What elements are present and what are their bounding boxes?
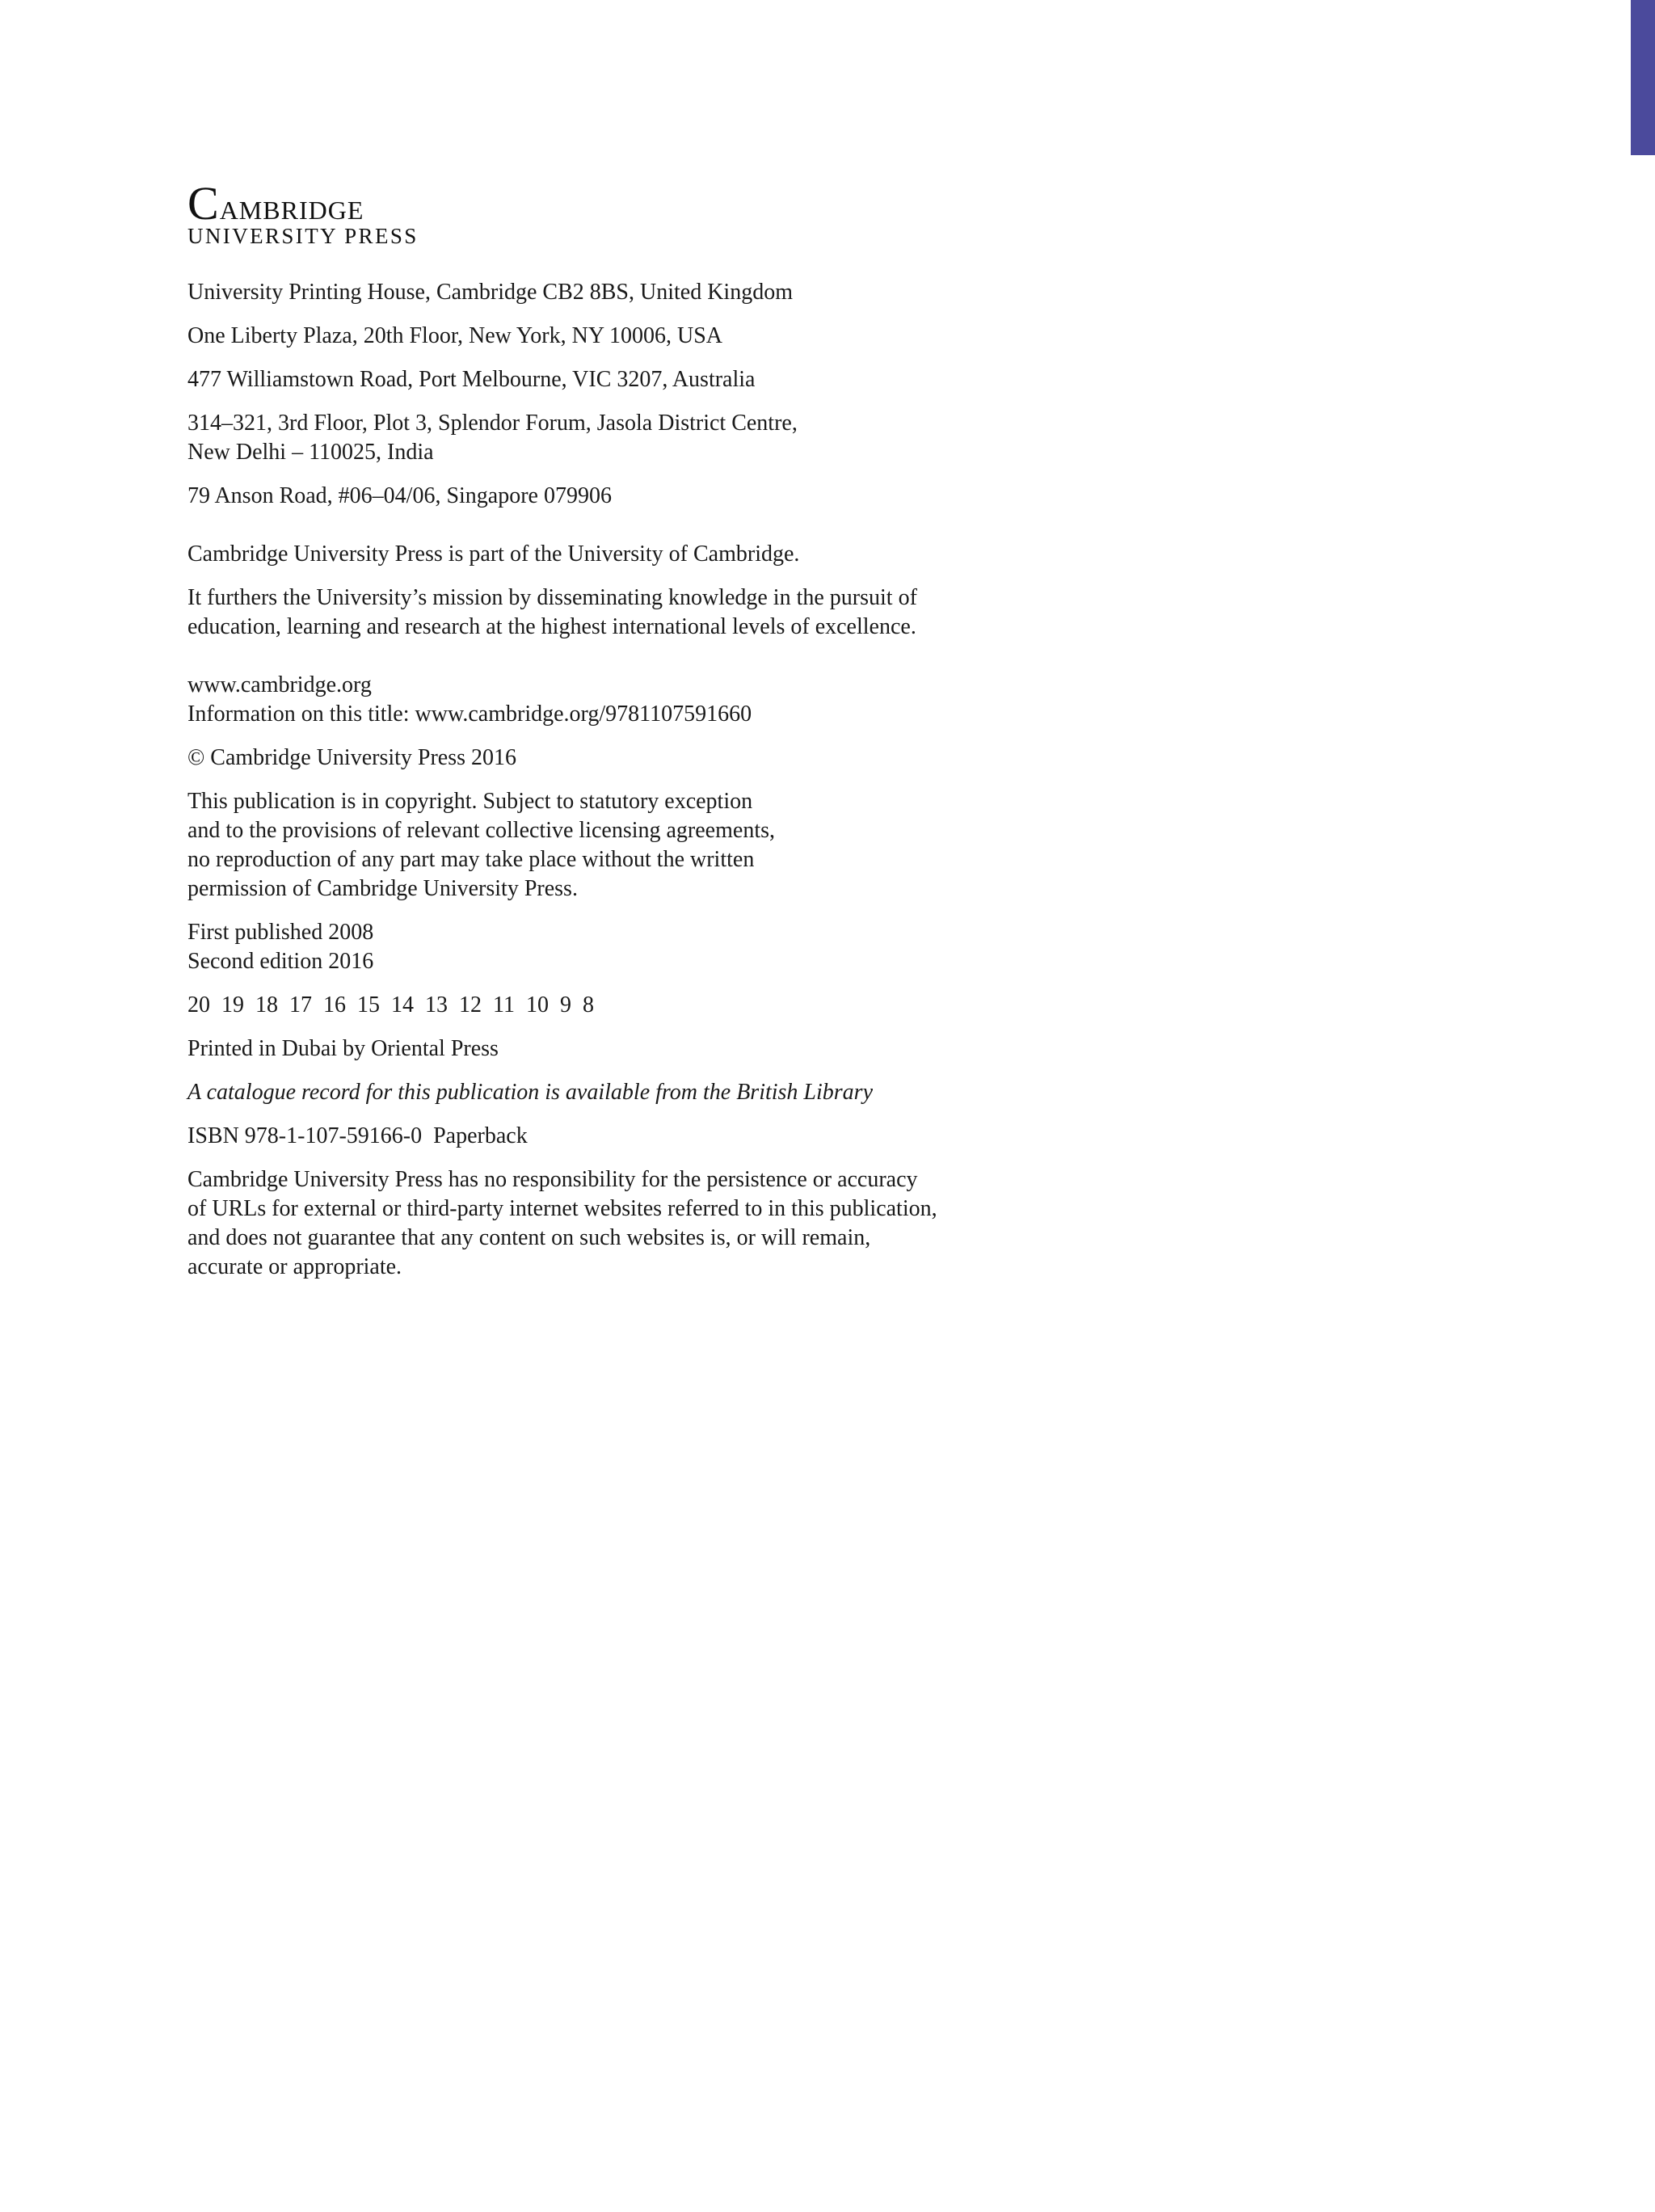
isbn-line: ISBN 978-1-107-59166-0 Paperback: [187, 1123, 528, 1148]
address-india-line1: 314–321, 3rd Floor, Plot 3, Splendor Forum, Jasola District Centre,: [187, 411, 798, 436]
print-run-number: 8: [582, 992, 594, 1018]
copyright-line: © Cambridge University Press 2016: [187, 745, 517, 770]
copyright-notice-line: This publication is in copyright. Subject to statutory exception: [187, 789, 753, 814]
print-run-number: 13: [425, 992, 448, 1018]
print-run-number: 12: [459, 992, 482, 1018]
copyright-page: [187, 177, 1448, 1296]
address-india-line2: New Delhi – 110025, India: [187, 440, 434, 465]
mission-line2a: It furthers the University’s mission by disseminating knowledge in the pursuit of: [187, 585, 917, 610]
web-info: [187, 671, 1448, 729]
print-run-number: 10: [525, 992, 549, 1018]
printer-line: Printed in Dubai by Oriental Press: [187, 1036, 499, 1061]
address-australia: 477 Williamstown Road, Port Melbourne, VIC 3207, Australia: [187, 367, 756, 392]
print-run-number: 20: [187, 992, 210, 1018]
logo-subtitle: UNIVERSITY PRESS: [187, 224, 419, 248]
address-india: [187, 409, 1448, 467]
address-uk: University Printing House, Cambridge CB2 8BS, United Kingdom: [187, 280, 793, 305]
copyright-notice-line: no reproduction of any part may take place without the written: [187, 847, 755, 872]
mission-statement: [187, 584, 1448, 642]
disclaimer-line: and does not guarantee that any content on such websites is, or will remain,: [187, 1225, 871, 1250]
disclaimer-line: Cambridge University Press has no responsibility for the persistence or accuracy: [187, 1167, 918, 1192]
edge-thumb-tab: [1631, 0, 1655, 155]
copyright-notice: [187, 787, 1448, 904]
copyright-notice-line: and to the provisions of relevant collective licensing agreements,: [187, 818, 775, 843]
disclaimer-line: accurate or appropriate.: [187, 1254, 402, 1279]
second-edition: Second edition 2016: [187, 949, 374, 974]
address-singapore: 79 Anson Road, #06–04/06, Singapore 079906: [187, 483, 612, 508]
mission-line2b: education, learning and research at the highest international levels of excellence.: [187, 614, 916, 639]
print-run-number: 9: [559, 992, 571, 1018]
copyright-notice-line: permission of Cambridge University Press.: [187, 876, 578, 901]
print-run-number: 16: [323, 992, 346, 1018]
first-published: First published 2008: [187, 920, 374, 945]
website-link[interactable]: www.cambridge.org: [187, 672, 372, 697]
url-disclaimer: [187, 1165, 1448, 1282]
address-usa: One Liberty Plaza, 20th Floor, New York, NY 10006, USA: [187, 323, 723, 348]
logo-wordmark: Cambridge: [187, 177, 364, 230]
publisher-logo: [187, 177, 1448, 248]
print-run-number: 18: [255, 992, 278, 1018]
disclaimer-line: of URLs for external or third-party internet websites referred to in this publication,: [187, 1196, 937, 1221]
print-run-number: 17: [289, 992, 312, 1018]
title-info-link[interactable]: Information on this title: www.cambridge.org/9781107591660: [187, 702, 752, 727]
print-run-numbers: [187, 991, 1448, 1020]
mission-line1: Cambridge University Press is part of the University of Cambridge.: [187, 541, 800, 567]
print-run-number: 11: [493, 992, 515, 1018]
print-run-number: 19: [221, 992, 244, 1018]
catalogue-record: A catalogue record for this publication is available from the British Library: [187, 1080, 873, 1105]
print-run-number: 14: [391, 992, 414, 1018]
print-run-number: 15: [357, 992, 380, 1018]
edition-history: [187, 918, 1448, 976]
